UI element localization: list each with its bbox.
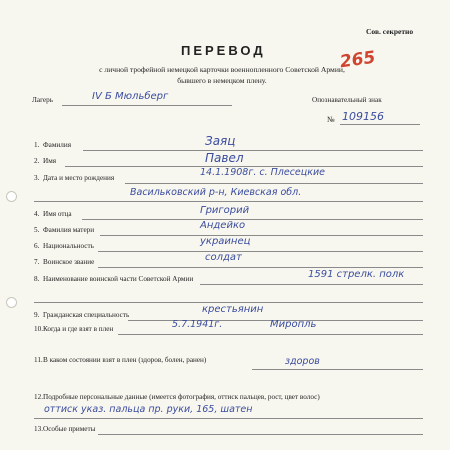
field-10-number: 10. bbox=[34, 325, 43, 333]
field-9-label: Гражданская специальность bbox=[43, 311, 130, 319]
field-11-number: 11. bbox=[34, 356, 43, 364]
field-8-number: 8. bbox=[34, 275, 40, 283]
field-7-value: солдат bbox=[205, 252, 242, 263]
red-archive-number: 265 bbox=[338, 47, 377, 73]
field-8-value: 1591 стрелк. полк bbox=[308, 269, 405, 280]
camp-label: Лагерь bbox=[32, 96, 53, 104]
id-tag-label: Опознавательный знак bbox=[312, 96, 382, 104]
field-4-value: Григорий bbox=[200, 205, 250, 216]
field-2-label: Имя bbox=[43, 157, 57, 165]
field-13-number: 13. bbox=[34, 425, 43, 433]
camp-line bbox=[62, 105, 232, 106]
id-tag-prefix: № bbox=[327, 115, 335, 124]
field-8-label: Наименование воинской части Советской Армии bbox=[43, 275, 194, 283]
field-6-line bbox=[98, 251, 423, 252]
subtitle-line-1: с личной трофейной немецкой карточки военнопленного Советской Армии, bbox=[99, 65, 345, 74]
field-7-label: Воинское звание bbox=[43, 258, 95, 266]
field-4-line bbox=[82, 219, 423, 220]
field-3-value-line-2: Васильковский р-н, Киевская обл. bbox=[130, 187, 302, 198]
field-11-label: В каком состоянии взят в плен (здоров, болен, ранен) bbox=[43, 356, 207, 364]
field-9-value: крестьянин bbox=[202, 304, 264, 315]
field-3-value-line-1: 14.1.1908г. с. Плесецкие bbox=[200, 167, 325, 178]
field-13-label: Особые приметы bbox=[43, 425, 96, 433]
field-2-value: Павел bbox=[205, 151, 244, 165]
field-5-line bbox=[100, 235, 423, 236]
field-6-label: Национальность bbox=[43, 242, 94, 250]
field-10-label: Когда и где взят в плен bbox=[43, 325, 114, 333]
document-title: ПЕРЕВОД bbox=[181, 43, 266, 58]
camp-value: IV Б Мюльберг bbox=[92, 91, 169, 102]
field-3-line-2 bbox=[34, 201, 423, 202]
punch-hole-bottom bbox=[6, 297, 17, 308]
field-12-value: оттиск указ. пальца пр. руки, 165, шатен bbox=[44, 404, 253, 415]
field-1-label: Фамилия bbox=[43, 141, 72, 149]
classification-stamp: Сов. секретно bbox=[366, 27, 414, 36]
field-12-number: 12. bbox=[34, 393, 43, 401]
subtitle-line-2: бывшего в немецком плену. bbox=[177, 76, 267, 85]
field-7-line bbox=[98, 267, 423, 268]
field-3-line-1 bbox=[125, 183, 423, 184]
field-4-number: 4. bbox=[34, 210, 40, 218]
field-1-number: 1. bbox=[34, 141, 40, 149]
field-11-line bbox=[252, 369, 423, 370]
field-9-number: 9. bbox=[34, 311, 40, 319]
field-4-label: Имя отца bbox=[43, 210, 72, 218]
id-tag-value: 109156 bbox=[342, 110, 384, 123]
field-11-value: здоров bbox=[285, 356, 320, 367]
field-2-number: 2. bbox=[34, 157, 40, 165]
id-tag-line bbox=[340, 124, 420, 125]
field-8-line-1 bbox=[200, 284, 423, 285]
field-5-number: 5. bbox=[34, 226, 40, 234]
field-1-value: Заяц bbox=[205, 134, 236, 148]
field-10-line bbox=[118, 334, 423, 335]
punch-hole-top bbox=[6, 191, 17, 202]
field-6-number: 6. bbox=[34, 242, 40, 250]
field-12-label: Подробные персональные данные (имеется фотография, оттиск пальцев, рост, цвет волос) bbox=[43, 393, 320, 401]
field-1-line bbox=[83, 150, 423, 151]
field-10-date: 5.7.1941г. bbox=[172, 319, 223, 330]
field-8-line-2 bbox=[34, 302, 423, 303]
field-5-value: Андейко bbox=[200, 220, 246, 231]
field-6-value: украинец bbox=[200, 236, 251, 247]
field-7-number: 7. bbox=[34, 258, 40, 266]
field-3-number: 3. bbox=[34, 174, 40, 182]
field-13-line bbox=[98, 434, 423, 435]
field-10-place: Миропль bbox=[270, 319, 317, 330]
field-12-line bbox=[34, 418, 423, 419]
field-5-label: Фамилия матери bbox=[43, 226, 95, 234]
field-3-label: Дата и место рождения bbox=[43, 174, 115, 182]
